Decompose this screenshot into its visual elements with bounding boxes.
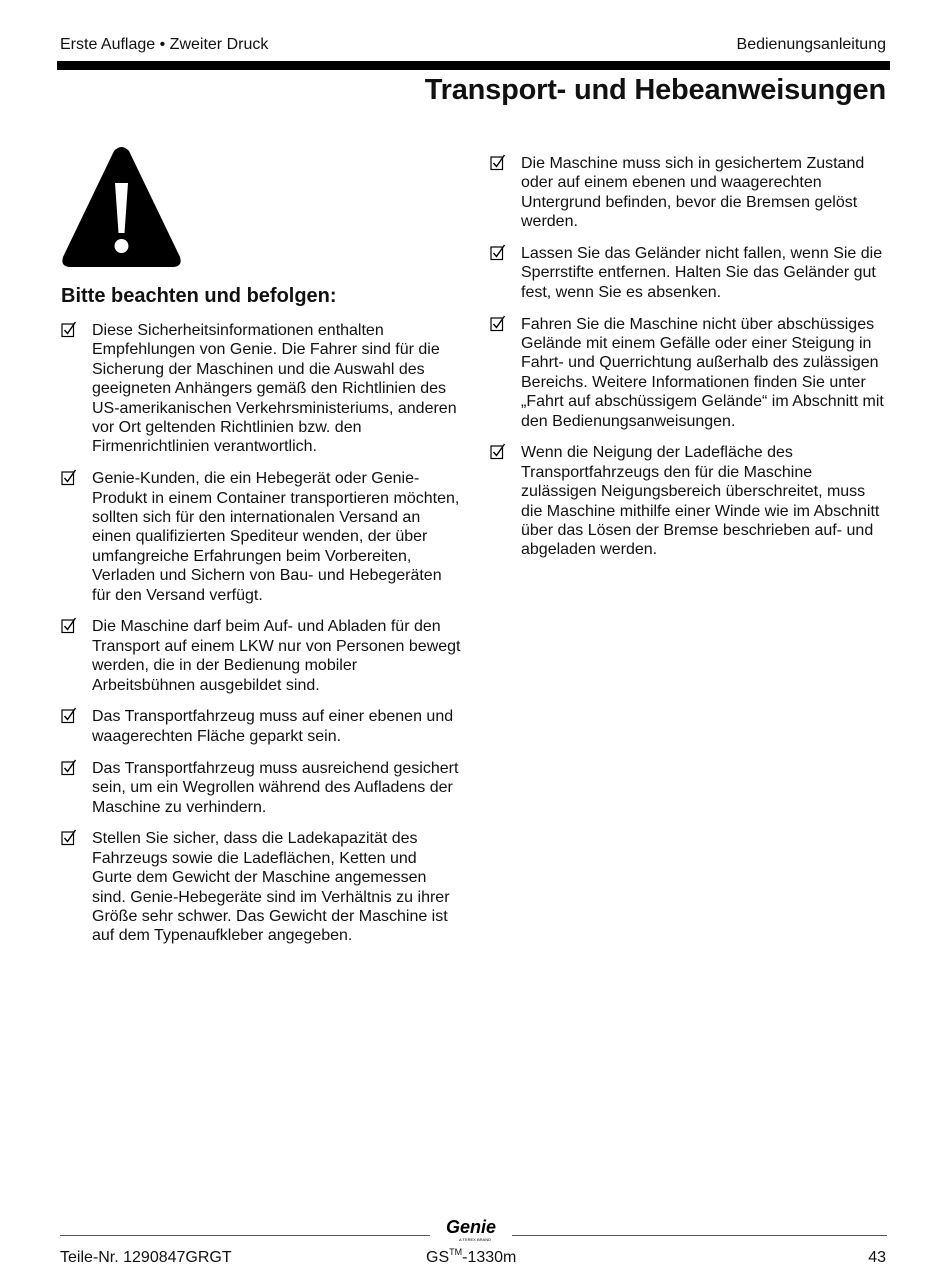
logo-text: Genie [445,1217,497,1237]
checkbox-checked-icon [61,617,77,634]
checklist-item-text: Die Maschine muss sich in gesichertem Zustand oder auf einem ebenen und waagerechten Untergrund befinden, bevor die Bremsen gelöst werden. [521,155,865,231]
checkbox-checked-icon [61,321,77,338]
section-subheading: Bitte beachten und befolgen: [61,285,337,307]
checklist-item-text: Das Transportfahrzeug muss auf einer ebenen und waagerechten Fläche geparkt sein. [92,708,454,745]
checkbox-checked-icon [61,707,77,724]
footer-rule-left [60,1235,430,1236]
checklist-item [490,315,890,431]
checklist-item-text: Wenn die Neigung der Ladefläche des Transportfahrzeugs den für die Maschine zulässigen Neigungsbereich überschreitet, muss die Maschine mithilfe einer Winde wie im Abschnitt über das Lösen der Bremse beschrieben auf- und abgeladen werden. [521,444,880,559]
checklist-item-text: Das Transportfahrzeug muss ausreichend gesichert sein, um ein Wegrollen während des Aufladens der Maschine zu verhindern. [92,759,459,816]
footer-rule-right [512,1235,887,1236]
checkbox-checked-icon [490,315,506,332]
checklist-item-text: Lassen Sie das Geländer nicht fallen, wenn Sie die Sperrstifte entfernen. Halten Sie das Geländer gut fest, wenn Sie es absenken. [521,245,883,301]
left-column [61,321,461,958]
right-column [490,154,890,572]
checklist-item [61,469,461,605]
header-manual-type: Bedienungsanleitung [736,36,886,53]
trademark: TM [449,1247,463,1257]
checklist-item-text: Genie-Kunden, die ein Hebegerät oder Genie-Produkt in einem Container transportieren möchten, sollten sich für den internationalen Versand an einen qualifizierten Spediteur wenden, der über umfangreiche Erfahrungen beim Vorbereiten, Verladen und Sichern von Bau- und Hebegeräten für den Versand verfügt. [92,470,460,604]
checkbox-checked-icon [61,469,77,486]
checklist-item [490,154,890,232]
checklist-item-text: Stellen Sie sicher, dass die Ladekapazität des Fahrzeugs sowie die Ladeflächen, Ketten und Gurte dem Gewicht der Maschine angemessen sind. Genie-Hebegeräte sind im Verhältnis zu ihrer Größe sehr schwer. Das Gewicht der Maschine ist auf dem Typenaufkleber angegeben. [92,830,450,945]
checklist-item [61,321,461,457]
checkbox-checked-icon [61,829,77,846]
checklist-item [61,707,461,746]
checkbox-checked-icon [490,154,506,171]
header-rule [57,61,890,70]
page-title: Transport- und Hebeanweisungen [424,74,886,106]
model-prefix: GS [426,1249,450,1266]
checklist-item [490,244,890,302]
checkbox-checked-icon [490,244,506,261]
part-number: Teile-Nr. 1290847GRGT [60,1249,232,1266]
logo-subtext: A TEREX BRAND [459,1237,491,1242]
checklist-item [61,759,461,817]
warning-triangle-icon [60,145,183,269]
checklist-item-text: Fahren Sie die Maschine nicht über abschüssiges Gelände mit einem Gefälle oder einer Steigung in Fahrt- und Querrichtung außerhalb des zulässigen Bereichs. Weitere Informationen finden Sie unter „Fahrt auf abschüssigem Gelände“ im Abschnitt mit den Bedienungsanweisungen. [521,315,884,430]
genie-logo [433,1216,509,1244]
model-name [426,1249,516,1267]
checklist-item-text: Die Maschine darf beim Auf- und Abladen für den Transport auf einem LKW nur von Personen bewegt werden, die in der Bedienung mobiler Arbeitsbühnen ausgebildet sind. [92,618,461,694]
model-suffix: -1330m [462,1249,517,1266]
checkbox-checked-icon [490,443,506,460]
checklist-item-text: Diese Sicherheitsinformationen enthalten Empfehlungen von Genie. Die Fahrer sind für die Sicherung der Maschinen und die Auswahl des geeigneten Anhängers gemäß den Richtlinien des US-amerikanischen Verkehrsministeriums, anderen vor Ort geltenden Richtlinien bzw. den Firmenrichtlinien verantwortlich. [92,322,457,456]
checklist-item [61,617,461,695]
page-number: 43 [868,1249,886,1266]
checklist-item [61,829,461,945]
header-edition: Erste Auflage • Zweiter Druck [60,36,269,53]
checkbox-checked-icon [61,759,77,776]
checklist-item [490,443,890,559]
